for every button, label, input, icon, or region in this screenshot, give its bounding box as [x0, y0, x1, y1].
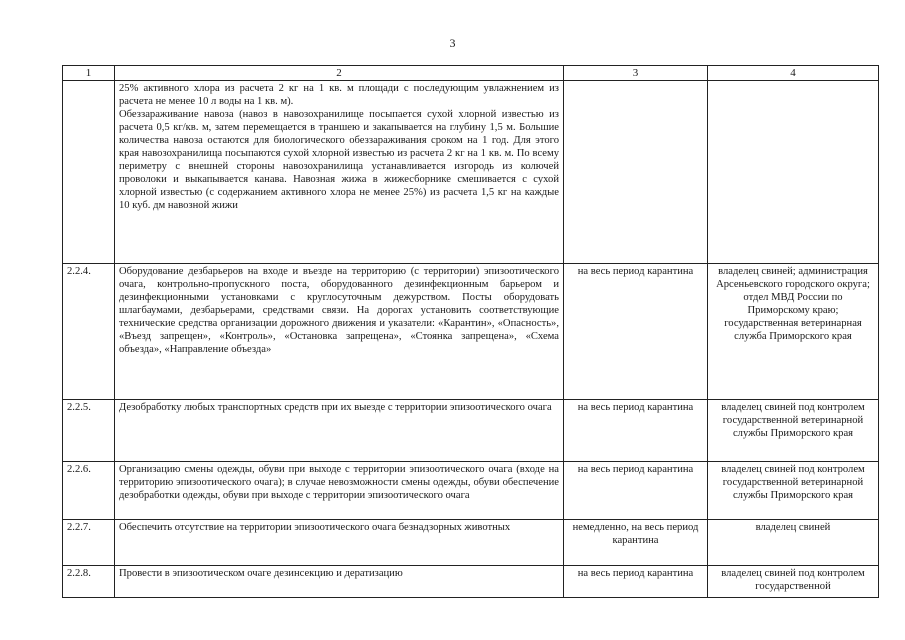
table-row — [63, 520, 879, 566]
measure-text — [115, 566, 564, 598]
header-col-2: 2 — [115, 66, 564, 81]
row-number: 2.2.6. — [63, 462, 115, 520]
table-row — [63, 400, 879, 462]
responsible-cell — [708, 81, 879, 264]
measure-paragraph: 25% активного хлора из расчета 2 кг на 1 кв. м площади с последующим увлажнением из расчета не менее 10 л воды на 1 кв. м). — [119, 83, 559, 107]
table-row — [63, 264, 879, 400]
measure-paragraph: Обеззараживание навоза (навоз в навозохранилище посыпается сухой хлорной известью из расчета 0,5 кг/кв. м, затем перемещается в траншею и закапывается на глубину 1,5 м. Большие количества навоза остаются для биологического обеззараживания сроком на 1 год. Для этого края навозохранилища посыпаются сухой хлорной известью из расчета 2 кг на 1 кв. м. По всему периметру с внешней стороны навозохранилища устанавливается изгородь из колючей проволоки и выкапывается канава. Навозная жижа в жижесборнике смешивается с сухой хлорной известью (с содержанием активного хлора не менее 25%) из расчета 1,5 кг на каждые 10 куб. дм навозной жижи — [119, 109, 559, 211]
term-cell — [564, 81, 708, 264]
measure-paragraph: Организацию смены одежды, обуви при выходе с территории эпизоотического очага (входе на территорию эпизоотического очага); в случае невозможности смены одежды, обуви обеспечение дезобработки одежды, обуви при выходе с территории эпизоотического очага — [119, 464, 559, 501]
measure-paragraph: Дезобработку любых транспортных средств при их выезде с территории эпизоотического очага — [119, 402, 552, 413]
measure-text — [115, 264, 564, 400]
table-row — [63, 566, 879, 598]
measure-text — [115, 400, 564, 462]
row-number: 2.2.4. — [63, 264, 115, 400]
responsible-cell: владелец свиней; администрация Арсеньевского городского округа; отдел МВД России по Приморскому краю; государственная ветеринарная служба Приморского края — [708, 264, 879, 400]
responsible-cell: владелец свиней под контролем государственной ветеринарной службы Приморского края — [708, 462, 879, 520]
term-cell: немедленно, на весь период карантина — [564, 520, 708, 566]
header-col-1: 1 — [63, 66, 115, 81]
table-header-row — [63, 66, 879, 81]
term-cell: на весь период карантина — [564, 462, 708, 520]
measure-paragraph: Провести в эпизоотическом очаге дезинсекцию и дератизацию — [119, 568, 403, 579]
row-number: 2.2.5. — [63, 400, 115, 462]
responsible-cell: владелец свиней под контролем государственной ветеринарной службы Приморского края — [708, 400, 879, 462]
responsible-cell: владелец свиней под контролем государственной — [708, 566, 879, 598]
measure-text — [115, 81, 564, 264]
measure-paragraph: Оборудование дезбарьеров на входе и въезде на территорию (с территории) эпизоотического очага, контрольно-пропускного поста, оборудованного дезинфекционным барьером и дезинфекционными установками с круглосуточным дежурством. Посты оборудовать шлагбаумами, дезбарьерами, средствами связи. На дорогах установить соответствующие технические средства организации дорожного движения и указатели: «Карантин», «Опасность», «Въезд запрещен», «Контроль», «Остановка запрещена», «Стоянка запрещена», «Схема объезда», «Направление объезда» — [119, 266, 559, 355]
header-col-4: 4 — [708, 66, 879, 81]
row-number: 2.2.8. — [63, 566, 115, 598]
header-col-3: 3 — [564, 66, 708, 81]
page-number: 3 — [449, 36, 456, 50]
row-number: 2.2.7. — [63, 520, 115, 566]
table-row — [63, 81, 879, 264]
measure-text — [115, 520, 564, 566]
measure-text — [115, 462, 564, 520]
table-row — [63, 462, 879, 520]
row-number — [63, 81, 115, 264]
measure-paragraph: Обеспечить отсутствие на территории эпизоотического очага безнадзорных животных — [119, 522, 511, 533]
term-cell: на весь период карантина — [564, 264, 708, 400]
measures-table — [62, 65, 879, 598]
responsible-cell: владелец свиней — [708, 520, 879, 566]
term-cell: на весь период карантина — [564, 400, 708, 462]
term-cell: на весь период карантина — [564, 566, 708, 598]
